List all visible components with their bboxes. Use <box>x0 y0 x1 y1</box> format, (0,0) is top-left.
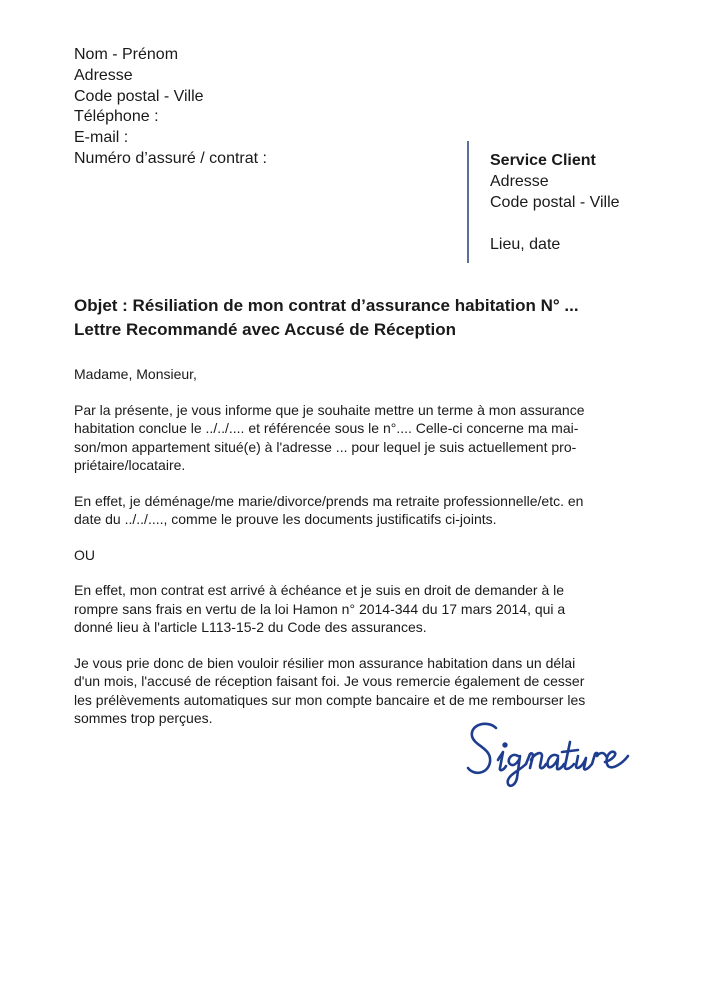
recipient-block <box>490 150 620 255</box>
subject-block <box>74 294 579 342</box>
greeting: Madame, Monsieur, <box>74 366 197 382</box>
sender-postal-city: Code postal - Ville <box>74 87 204 105</box>
recipient-postal-city: Code postal - Ville <box>490 194 620 211</box>
sender-block <box>74 45 267 170</box>
recipient-address: Adresse <box>490 173 549 190</box>
paragraph-termination-notice: Par la présente, je vous informe que je souhaite mettre un terme à mon assurance habitation conclue le ../../.... et référencée sous le n°.... Celle-ci concerne ma mai- son/mon appartement situé(e) à l'adresse ... pour lequel je suis actuellement pro- priétaire/locataire. <box>74 401 585 473</box>
or-separator: OU <box>74 546 95 563</box>
paragraph-closing-request: Je vous prie donc de bien vouloir résilier mon assurance habitation dans un délai d'un mois, l'accusé de réception faisant foi. Je vous remercie également de cesser les prélèvements automatiques sur mon compte bancaire et de me rembourser les sommes trop perçues. <box>74 654 586 726</box>
subject-line: Objet : Résiliation de mon contrat d’assurance habitation N° ... <box>74 296 579 315</box>
place-date: Lieu, date <box>490 236 561 253</box>
paragraph-reason-hamon: En effet, mon contrat est arrivé à échéance et je suis en droit de demander à le rompre sans frais en vertu de la loi Hamon n° 2014-344 du 17 mars 2014, qui a donné lieu à l'article L113-15-2 du Code des assurances. <box>74 582 566 635</box>
recipient-divider <box>467 141 469 263</box>
sender-address: Adresse <box>74 66 133 84</box>
recipient-name: Service Client <box>490 152 596 169</box>
sender-name: Nom - Prénom <box>74 46 179 63</box>
paragraph-reason-move: En effet, je déménage/me marie/divorce/prends ma retraite professionnelle/etc. en date du ../../...., comme le prouve les documents justificatifs ci-joints. <box>74 492 584 527</box>
registered-mail-line: Lettre Recommandé avec Accusé de Réception <box>74 320 457 339</box>
letter-body <box>74 365 634 745</box>
signature-graphic <box>462 716 642 796</box>
sender-phone: Téléphone : <box>74 108 159 126</box>
handwritten-signature <box>462 716 642 796</box>
sender-policy-number: Numéro d’assuré / contrat : <box>74 149 267 167</box>
sender-email: E-mail : <box>74 129 129 147</box>
